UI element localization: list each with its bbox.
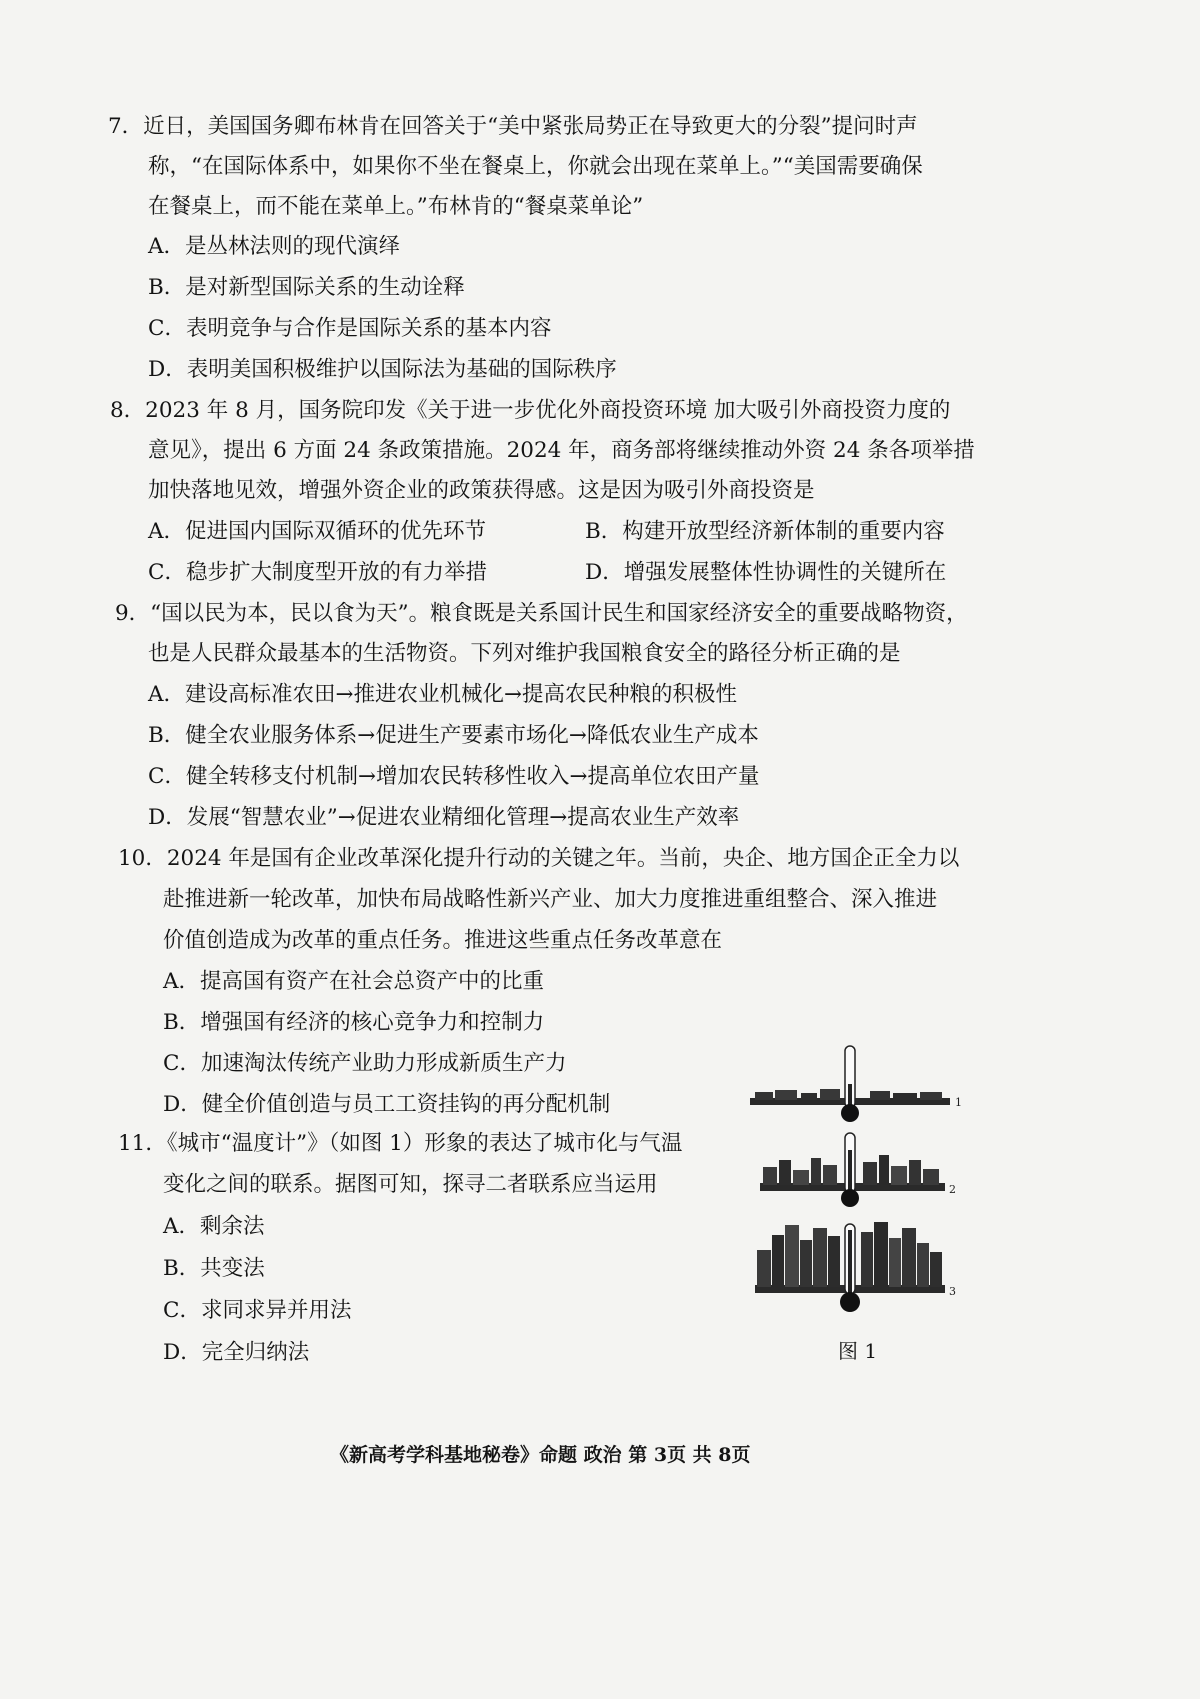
question-8-option-c: C．稳步扩大制度型开放的有力举措 (148, 560, 487, 585)
question-8-option-a: A．促进国内国际双循环的优先环节 (148, 519, 487, 544)
question-11-option-d: D．完全归纳法 (163, 1340, 310, 1365)
question-8-stem-line-1: 8．2023 年 8 月，国务院印发《关于进一步优化外商投资环境 加大吸引外商投资力度的 (110, 398, 951, 423)
question-9-option-a: A．建设高标准农田→推进农业机械化→提高农民种粮的积极性 (148, 682, 738, 707)
question-8-stem-line-2: 意见》，提出 6 方面 24 条政策措施。2024 年，商务部将继续推动外资 24 条各项举措 (148, 438, 975, 463)
question-11-option-b: B．共变法 (163, 1256, 265, 1281)
question-10-stem-line-2: 赴推进新一轮改革，加快布局战略性新兴产业、加大力度推进重组整合、深入推进 (163, 887, 938, 912)
question-8-option-b: B．构建开放型经济新体制的重要内容 (585, 519, 945, 544)
question-9-option-c: C．健全转移支付机制→增加农民转移性收入→提高单位农田产量 (148, 764, 760, 789)
panel-label-1: 1 (955, 1096, 962, 1109)
question-10-option-b: B．增强国有经济的核心竞争力和控制力 (163, 1010, 545, 1035)
question-9-stem-line-2: 也是人民群众最基本的生活物资。下列对维护我国粮食安全的路径分析正确的是 (148, 641, 901, 666)
question-9-option-b: B．健全农业服务体系→促进生产要素市场化→降低农业生产成本 (148, 723, 759, 748)
thermometer-panel-1 (750, 1046, 962, 1122)
panel-label-2: 2 (949, 1183, 956, 1196)
question-9-option-d: D．发展“智慧农业”→促进农业精细化管理→提高农业生产效率 (148, 805, 740, 830)
question-7-option-d: D．表明美国积极维护以国际法为基础的国际秩序 (148, 357, 617, 382)
question-10-option-c: C．加速淘汰传统产业助力形成新质生产力 (163, 1051, 567, 1076)
question-10-option-a: A．提高国有资产在社会总资产中的比重 (163, 969, 545, 994)
thermometer-panel-2 (760, 1133, 956, 1207)
figure-caption: 图 1 (838, 1339, 878, 1363)
question-8-stem-line-3: 加快落地见效，增强外资企业的政策获得感。这是因为吸引外商投资是 (148, 478, 815, 503)
question-10-stem-line-3: 价值创造成为改革的重点任务。推进这些重点任务改革意在 (163, 928, 723, 953)
panel-label-3: 3 (949, 1285, 956, 1298)
question-7-option-a: A．是丛林法则的现代演绎 (148, 234, 401, 259)
question-10-stem-line-1: 10．2024 年是国有企业改革深化提升行动的关键之年。当前，央企、地方国企正全力以 (118, 846, 960, 871)
question-11-stem-line-2: 变化之间的联系。据图可知，探寻二者联系应当运用 (163, 1172, 658, 1197)
question-7-option-b: B．是对新型国际关系的生动诠释 (148, 275, 465, 300)
question-11-stem-line-1: 11．《城市“温度计”》（如图 1）形象的表达了城市化与气温 (118, 1131, 683, 1156)
question-9-stem-line-1: 9．“国以民为本，民以食为天”。粮食既是关系国计民生和国家经济安全的重要战略物资， (115, 601, 968, 626)
question-7-stem-line-2: 称，“在国际体系中，如果你不坐在餐桌上，你就会出现在菜单上。”“美国需要确保 (148, 154, 923, 179)
question-7-option-c: C．表明竞争与合作是国际关系的基本内容 (148, 316, 552, 341)
question-11-option-a: A．剩余法 (163, 1214, 265, 1239)
thermometer-panel-3 (755, 1222, 956, 1312)
question-7-stem-line-1: 7．近日，美国国务卿布林肯在回答关于“美中紧张局势正在导致更大的分裂”提问时声 (108, 114, 918, 139)
page-footer: 《新高考学科基地秘卷》命题 政治 第 3页 共 8页 (330, 1444, 751, 1466)
question-8-option-d: D．增强发展整体性协调性的关键所在 (585, 560, 947, 585)
question-11-option-c: C．求同求异并用法 (163, 1298, 352, 1323)
question-10-option-d: D．健全价值创造与员工工资挂钩的再分配机制 (163, 1092, 611, 1117)
city-thermometer-illustration (745, 1040, 975, 1330)
question-7-stem-line-3: 在餐桌上，而不能在菜单上。”布林肯的“餐桌菜单论” (148, 194, 644, 219)
city-thermometer-figure (745, 1040, 975, 1330)
